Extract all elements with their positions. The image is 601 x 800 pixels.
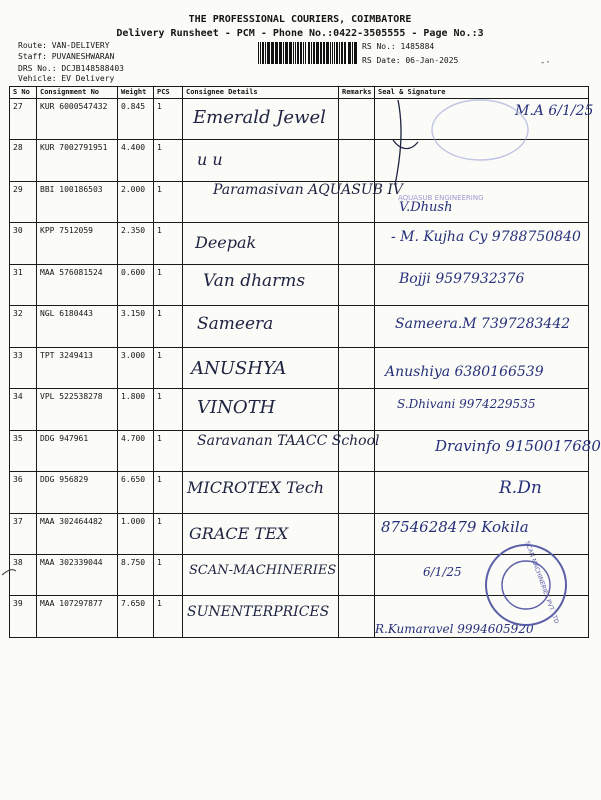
consignee-cell — [183, 140, 339, 181]
weight-cell: 1.000 — [118, 513, 154, 554]
barcode — [258, 42, 358, 64]
consignment-number-cell: NGL 6180443 — [37, 306, 118, 347]
weight-cell: 4.400 — [118, 140, 154, 181]
pieces-cell: 1 — [154, 513, 183, 554]
table-row — [10, 306, 589, 347]
table-row — [10, 140, 589, 181]
aquasub-stamp-text: AQUASUB ENGINEERING — [398, 194, 484, 202]
table-row — [10, 181, 589, 222]
consignment-number-cell: MAA 576081524 — [37, 264, 118, 305]
pieces-cell: 1 — [154, 306, 183, 347]
barcode-bar — [352, 42, 353, 64]
drs-number: DRS No.: DCJB148588403 — [18, 64, 124, 73]
consignment-number-cell: DDG 947961 — [37, 430, 118, 471]
runsheet-table — [9, 86, 601, 638]
consignee-handwritten-name: SCAN-MACHINERIES — [189, 562, 337, 578]
remarks-cell — [339, 554, 375, 595]
barcode-bar — [354, 42, 357, 64]
signature-handwriting: S.Dhivani 9974229535 — [397, 397, 536, 412]
barcode-bar — [262, 42, 264, 64]
weight-cell: 4.700 — [118, 430, 154, 471]
consignment-number-cell: BBI 100186503 — [37, 181, 118, 222]
remarks-cell — [339, 389, 375, 430]
weight-cell: 0.600 — [118, 264, 154, 305]
table-row — [10, 472, 589, 513]
signature-cell — [375, 347, 589, 388]
company-title: THE PROFESSIONAL COURIERS, COIMBATORE — [188, 14, 412, 25]
signature-handwriting: Bojji 9597932376 — [399, 270, 525, 287]
table-row — [10, 596, 589, 638]
stamp-text: SCAN MACHINERIES PVT. LTD — [523, 540, 560, 625]
barcode-bar — [332, 42, 333, 64]
signature-handwriting: R.Kumaravel 9994605920 — [375, 622, 534, 637]
signature-cell — [375, 430, 601, 471]
barcode-bar — [305, 42, 306, 64]
signature-cell — [375, 140, 589, 181]
signature-cell — [375, 554, 589, 595]
consignee-handwritten-name: Van dharms — [203, 270, 306, 291]
remarks-cell — [339, 99, 375, 140]
weight-cell: 3.000 — [118, 347, 154, 388]
weight-cell: 6.650 — [118, 472, 154, 513]
pieces-cell: 1 — [154, 347, 183, 388]
pieces-cell: 1 — [154, 99, 183, 140]
signature-cell — [375, 306, 589, 347]
pieces-cell: 1 — [154, 223, 183, 264]
consignee-cell — [183, 430, 380, 471]
barcode-bar — [313, 42, 315, 64]
barcode-bar — [336, 42, 338, 64]
consignee-cell — [183, 472, 339, 513]
serial-number-cell: 37 — [10, 513, 37, 554]
barcode-bar — [341, 42, 343, 64]
barcode-bar — [297, 42, 299, 64]
signature-handwriting: - M. Kujha Cy 9788750840 — [391, 229, 581, 246]
barcode-bar — [311, 42, 312, 64]
barcode-bar — [348, 42, 351, 64]
col-header-consignment: Consignment No — [37, 87, 118, 99]
signature-handwriting: 6/1/25 — [423, 564, 462, 579]
table-row — [10, 513, 589, 554]
serial-number-cell: 38 — [10, 554, 37, 595]
consignee-handwritten-name: Emerald Jewel — [193, 107, 326, 128]
table-header-row — [10, 87, 589, 99]
consignee-cell — [183, 554, 339, 595]
signature-cell — [375, 99, 594, 140]
serial-number-cell: 27 — [10, 99, 37, 140]
weight-cell: 2.350 — [118, 223, 154, 264]
col-header-sno: S No — [10, 87, 37, 99]
remarks-cell — [339, 264, 375, 305]
barcode-bar — [267, 42, 270, 64]
signature-cell — [375, 513, 589, 554]
signature-handwriting: Dravinfo 9150017680 — [435, 436, 601, 455]
consignee-handwritten-name: GRACE TEX — [189, 523, 289, 543]
barcode-bar — [320, 42, 322, 64]
signature-handwriting: V.Dhush — [399, 199, 453, 215]
remarks-cell — [339, 140, 375, 181]
consignee-cell — [183, 181, 404, 222]
table-row — [10, 223, 589, 264]
barcode-bar — [308, 42, 310, 64]
serial-number-cell: 34 — [10, 389, 37, 430]
table-row — [10, 430, 589, 471]
barcode-bar — [258, 42, 259, 64]
table-row — [10, 99, 589, 140]
pieces-cell: 1 — [154, 430, 183, 471]
staff-label: Staff: PUVANESHWARAN — [18, 52, 115, 61]
consignee-handwritten-name: SUNENTERPRICES — [187, 604, 330, 621]
signature-handwriting: M.A 6/1/25 — [515, 103, 594, 119]
consignee-handwritten-name: Paramasivan AQUASUB IV — [213, 181, 404, 198]
remarks-cell — [339, 181, 375, 222]
remarks-cell — [339, 513, 375, 554]
consignee-cell — [183, 347, 339, 388]
barcode-bar — [285, 42, 288, 64]
signature-cell — [375, 389, 589, 430]
barcode-bar — [271, 42, 274, 64]
serial-number-cell: 36 — [10, 472, 37, 513]
signature-cell — [375, 472, 589, 513]
consignment-number-cell: VPL 522538278 — [37, 389, 118, 430]
barcode-bar — [275, 42, 278, 64]
consignment-number-cell: TPT 3249413 — [37, 347, 118, 388]
consignee-handwritten-name: ANUSHYA — [191, 357, 287, 379]
barcode-bar — [316, 42, 319, 64]
consignment-number-cell: KPP 7512059 — [37, 223, 118, 264]
pieces-cell: 1 — [154, 554, 183, 595]
consignee-handwritten-name: MICROTEX Tech — [187, 478, 325, 498]
consignee-handwritten-name: VINOTH — [197, 397, 276, 419]
consignee-handwritten-name: u u — [197, 150, 223, 170]
serial-number-cell: 35 — [10, 430, 37, 471]
runsheet-subtitle: Delivery Runsheet - PCM - Phone No.:0422-3505555 - Page No.:3 — [116, 28, 484, 39]
remarks-cell — [339, 596, 375, 638]
weight-cell: 1.800 — [118, 389, 154, 430]
pieces-cell: 1 — [154, 389, 183, 430]
barcode-bar — [323, 42, 325, 64]
signature-handwriting: Anushiya 6380166539 — [385, 363, 544, 380]
weight-cell: 3.150 — [118, 306, 154, 347]
signature-handwriting: R.Dn — [499, 478, 542, 499]
consignee-cell — [183, 99, 339, 140]
col-header-signature: Seal & Signature — [375, 87, 589, 99]
barcode-bar — [330, 42, 331, 64]
remarks-cell — [339, 223, 375, 264]
serial-number-cell: 32 — [10, 306, 37, 347]
barcode-bar — [334, 42, 335, 64]
consignee-cell — [183, 306, 339, 347]
barcode-bar — [295, 42, 296, 64]
consignment-number-cell: MAA 302464482 — [37, 513, 118, 554]
barcode-bar — [265, 42, 266, 64]
col-header-remarks: Remarks — [339, 87, 375, 99]
corner-mark: -· — [540, 58, 551, 68]
barcode-bar — [289, 42, 292, 64]
col-header-weight: Weight — [118, 87, 154, 99]
consignee-handwritten-name: Deepak — [195, 233, 257, 253]
consignee-cell — [183, 596, 339, 638]
col-header-consignee: Consignee Details — [183, 87, 339, 99]
serial-number-cell: 29 — [10, 181, 37, 222]
route-label: Route: VAN-DELIVERY — [18, 41, 110, 50]
remarks-cell — [339, 347, 375, 388]
weight-cell: 8.750 — [118, 554, 154, 595]
pieces-cell: 1 — [154, 181, 183, 222]
consignment-number-cell: KUR 6000547432 — [37, 99, 118, 140]
pieces-cell: 1 — [154, 264, 183, 305]
barcode-bar — [303, 42, 304, 64]
barcode-bar — [293, 42, 294, 64]
signature-cell — [375, 264, 589, 305]
table-row — [10, 554, 589, 595]
table-row — [10, 347, 589, 388]
consignee-handwritten-name: Sameera — [197, 314, 274, 335]
consignee-cell — [183, 264, 339, 305]
weight-cell: 0.845 — [118, 99, 154, 140]
pieces-cell: 1 — [154, 596, 183, 638]
table-row — [10, 264, 589, 305]
barcode-bar — [283, 42, 284, 64]
vehicle-label: Vehicle: EV Delivery — [18, 74, 115, 83]
consignment-number-cell: KUR 7002791951 — [37, 140, 118, 181]
weight-cell: 7.650 — [118, 596, 154, 638]
barcode-bar — [339, 42, 340, 64]
signature-handwriting: Sameera.M 7397283442 — [395, 316, 571, 333]
barcode-bar — [344, 42, 346, 64]
serial-number-cell: 39 — [10, 596, 37, 638]
signature-handwriting: 8754628479 Kokila — [381, 517, 529, 536]
serial-number-cell: 30 — [10, 223, 37, 264]
barcode-bar — [279, 42, 282, 64]
barcode-bar — [326, 42, 329, 64]
consignment-number-cell: DDG 956829 — [37, 472, 118, 513]
barcode-bar — [260, 42, 261, 64]
consignee-cell — [183, 389, 339, 430]
serial-number-cell: 28 — [10, 140, 37, 181]
remarks-cell — [339, 430, 375, 471]
rs-date: RS Date: 06-Jan-2025 — [362, 56, 459, 65]
rs-number: RS No.: 1485884 — [362, 42, 435, 51]
signature-cell — [375, 223, 589, 264]
consignment-number-cell: MAA 107297877 — [37, 596, 118, 638]
consignment-number-cell: MAA 302339044 — [37, 554, 118, 595]
col-header-pcs: PCS — [154, 87, 183, 99]
consignee-cell — [183, 223, 339, 264]
remarks-cell — [339, 472, 375, 513]
pieces-cell: 1 — [154, 472, 183, 513]
remarks-cell — [339, 306, 375, 347]
table-row — [10, 389, 589, 430]
weight-cell: 2.000 — [118, 181, 154, 222]
serial-number-cell: 33 — [10, 347, 37, 388]
barcode-bar — [300, 42, 302, 64]
signature-cell — [375, 181, 589, 222]
pieces-cell: 1 — [154, 140, 183, 181]
consignee-handwritten-name: Saravanan TAACC School — [197, 432, 380, 449]
consignee-cell — [183, 513, 339, 554]
serial-number-cell: 31 — [10, 264, 37, 305]
